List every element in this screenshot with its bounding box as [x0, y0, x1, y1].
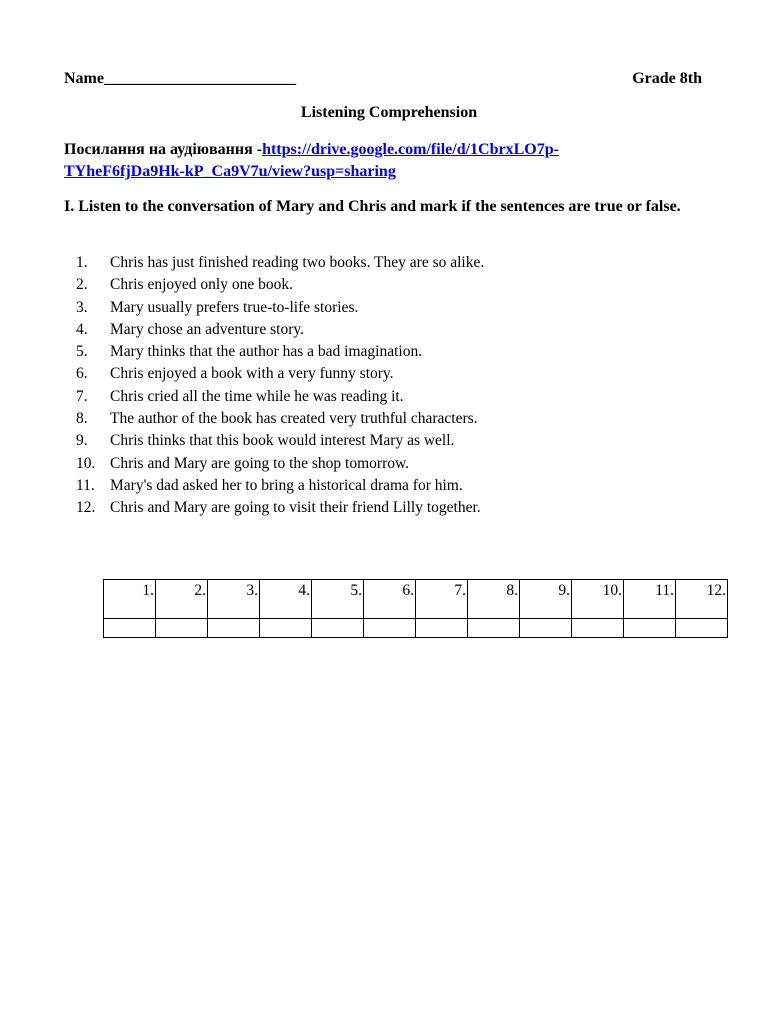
answer-column-header: 3.	[208, 580, 260, 619]
statement-text: Chris enjoyed only one book.	[110, 276, 293, 294]
statement-number: 11.	[76, 476, 95, 494]
statement-text: Mary thinks that the author has a bad imagination.	[110, 343, 423, 361]
statement-number: 6.	[76, 365, 88, 383]
answer-table-blank-row	[104, 619, 728, 638]
answer-column-header: 7.	[416, 580, 468, 619]
answer-column-header: 12.	[676, 580, 728, 619]
statement-number: 10.	[76, 454, 96, 472]
list-item	[76, 341, 716, 363]
statement-number: 3.	[76, 298, 88, 316]
answer-cell[interactable]	[260, 619, 312, 638]
answer-column-header: 10.	[572, 580, 624, 619]
answer-cell[interactable]	[572, 619, 624, 638]
list-item	[76, 497, 716, 519]
answer-cell[interactable]	[104, 619, 156, 638]
statement-number: 12.	[76, 499, 96, 517]
statement-text: Chris cried all the time while he was reading it.	[110, 387, 404, 405]
answer-table-header-row	[104, 580, 728, 619]
list-item	[76, 453, 716, 475]
audio-link-part-2[interactable]: TYheF6fjDa9Hk-kP_Ca9V7u/view?usp=sharing	[64, 163, 396, 180]
statement-number: 9.	[76, 432, 88, 450]
statement-text: Chris and Mary are going to the shop tomorrow.	[110, 454, 410, 472]
list-item	[76, 252, 716, 274]
answer-column-header: 2.	[156, 580, 208, 619]
answer-column-header: 6.	[364, 580, 416, 619]
statement-text: Mary's dad asked her to bring a historical drama for him.	[110, 476, 463, 494]
list-item	[76, 386, 716, 408]
statement-number: 2.	[76, 276, 88, 294]
answer-cell[interactable]	[520, 619, 572, 638]
list-item	[76, 408, 716, 430]
answer-column-header: 8.	[468, 580, 520, 619]
answer-cell[interactable]	[208, 619, 260, 638]
statement-text: Chris thinks that this book would interest Mary as well.	[110, 432, 455, 450]
list-item	[76, 274, 716, 296]
list-item	[76, 475, 716, 497]
list-item	[76, 430, 716, 452]
answer-cell[interactable]	[312, 619, 364, 638]
answer-column-header: 1.	[104, 580, 156, 619]
list-item	[76, 319, 716, 341]
header-row	[64, 70, 704, 90]
statement-text: The author of the book has created very truthful characters.	[110, 410, 478, 428]
grade-label: Grade 8th	[632, 70, 702, 87]
statement-text: Mary usually prefers true-to-life stories.	[110, 298, 359, 316]
name-field-label: Name________________________	[64, 70, 296, 87]
answer-cell[interactable]	[468, 619, 520, 638]
statement-text: Chris has just finished reading two books. They are so alike.	[110, 254, 485, 271]
answer-cell[interactable]	[624, 619, 676, 638]
statement-number: 4.	[76, 320, 88, 338]
audio-link-block	[64, 139, 704, 183]
statement-text: Mary chose an adventure story.	[110, 320, 304, 338]
answer-cell[interactable]	[156, 619, 208, 638]
statement-text: Chris and Mary are going to visit their friend Lilly together.	[110, 499, 481, 517]
list-item	[76, 363, 716, 385]
page-title: Listening Comprehension	[300, 104, 478, 121]
statement-number: 1.	[76, 254, 88, 271]
statement-list	[76, 252, 716, 520]
answer-table	[103, 579, 728, 638]
answer-column-header: 11.	[624, 580, 676, 619]
answer-column-header: 9.	[520, 580, 572, 619]
answer-cell[interactable]	[416, 619, 468, 638]
answer-column-header: 4.	[260, 580, 312, 619]
statement-number: 8.	[76, 410, 88, 428]
answer-cell[interactable]	[676, 619, 728, 638]
audio-link-label: Посилання на аудіювання -	[64, 141, 263, 158]
task-instruction: I. Listen to the conversation of Mary and Chris and mark if the sentences are true or false.	[64, 198, 681, 215]
statement-number: 7.	[76, 387, 88, 405]
answer-column-header: 5.	[312, 580, 364, 619]
statement-text: Chris enjoyed a book with a very funny story.	[110, 365, 394, 383]
list-item	[76, 297, 716, 319]
statement-number: 5.	[76, 343, 88, 361]
audio-link-part-1[interactable]: https://drive.google.com/file/d/1CbrxLO7p-	[262, 141, 559, 158]
answer-cell[interactable]	[364, 619, 416, 638]
